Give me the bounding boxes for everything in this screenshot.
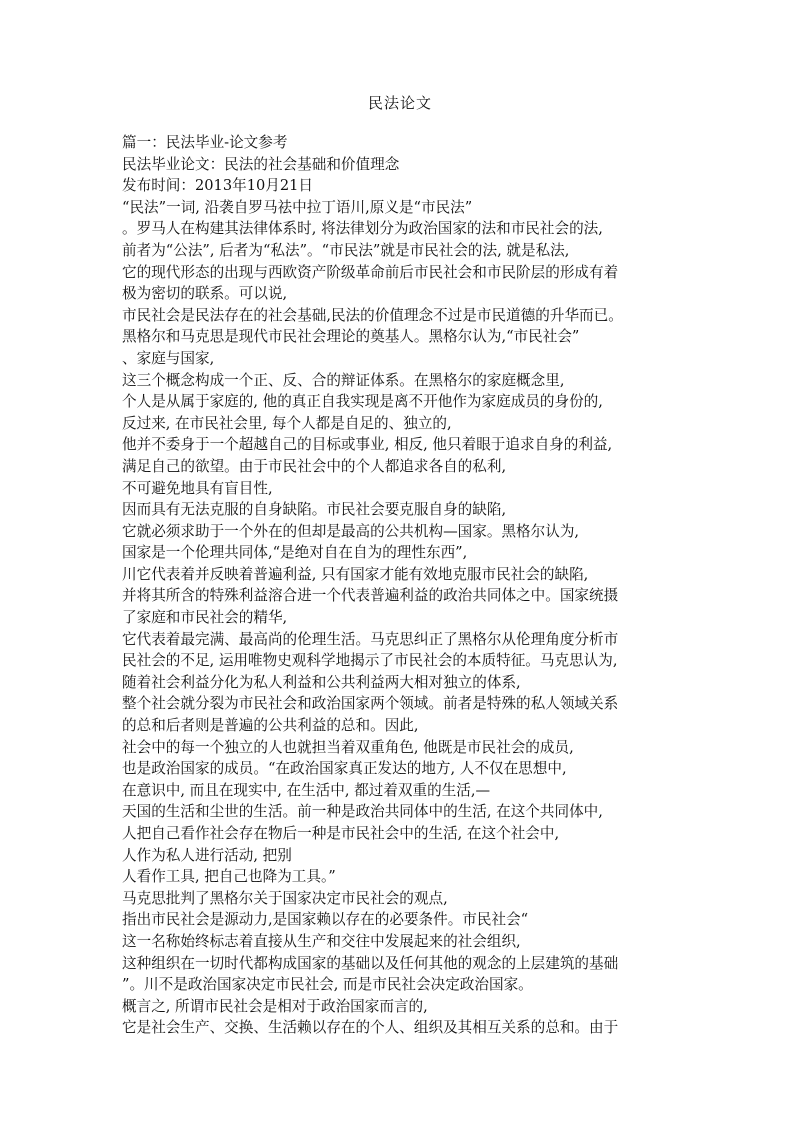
text-line: 在意识中, 而且在现实中, 在生活中, 都过着双重的生活,— [122, 781, 491, 799]
text-line: 的总和后者则是普遍的公共利益的总和。因此, [122, 717, 419, 735]
text-line: 人把自己看作社会存在物后一种是市民社会中的生活, 在这个社会中, [122, 825, 560, 842]
text-line: 发布时间：2013年10月21日 [122, 177, 314, 195]
text-line: 不可避免地具有盲目性, [122, 479, 273, 497]
text-line: 社会中的每一个独立的人也就担当着双重角色, 他既是市民社会的成员, [122, 738, 574, 756]
text-line: 国家是一个伦理共同体,“是绝对自在自为的理性东西”, [122, 544, 468, 562]
text-line: 了家庭和市民社会的精华, [122, 609, 288, 627]
text-line: 市民社会是民法存在的社会基础,民法的价值理念不过是市民道德的升华而已。 [122, 306, 623, 324]
text-line: 马克思批判了黑格尔关于国家决定市民社会的观点, [122, 889, 448, 907]
text-line: 这种组织在一切时代都构成国家的基础以及任何其他的观念的上层建筑的基础 [122, 954, 619, 972]
text-line: 民法毕业论文：民法的社会基础和价值理念 [122, 155, 400, 173]
text-line: 人看作工具, 把自己也降为工具。” [122, 868, 336, 886]
text-line: 也是政治国家的成员。“在政治国家真正发达的地方, 人不仅在思想中, [122, 760, 567, 778]
text-line: 指出市民社会是源动力,是国家赖以存在的必要条件。市民社会“ [122, 911, 529, 929]
text-line: 概言之, 所谓市民社会是相对于政治国家而言的, [122, 997, 428, 1015]
text-line: 整个社会就分裂为市民社会和政治国家两个领域。前者是特殊的私人领域关系 [122, 695, 619, 713]
text-line: 这三个概念构成一个正、反、合的辩证体系。在黑格尔的家庭概念里, [122, 371, 565, 389]
text-line: 黑格尔和马克思是现代市民社会理论的奠基人。黑格尔认为,“市民社会” [122, 328, 580, 346]
text-line: 人作为私人进行活动, 把别 [122, 846, 292, 864]
text-line: 并将其所含的特殊利益溶合进一个代表普遍利益的政治共同体之中。国家统摄 [122, 587, 619, 605]
text-line: 民社会的不足, 运用唯物史观科学地揭示了市民社会的本质特征。马克思认为, [122, 652, 618, 670]
text-line: 天国的生活和尘世的生活。前一种是政治共同体中的生活, 在这个共同体中, [122, 803, 603, 821]
text-line: 它就必须求助于一个外在的但却是最高的公共机构—国家。黑格尔认为, [122, 522, 580, 540]
text-line: 篇一：民法毕业-论文参考 [122, 134, 288, 151]
text-line: ”。川不是政治国家决定市民社会, 而是市民社会决定政治国家。 [122, 976, 533, 994]
text-line: 随着社会利益分化为私人利益和公共利益两大相对独立的体系, [122, 673, 521, 691]
document-body [122, 132, 682, 1039]
text-line: 前者为“公法”, 后者为“私法”。“市民法”就是市民社会的法, 就是私法, [122, 241, 570, 259]
text-line: “民法”一词, 沿袭自罗马祛中拉丁语川,原义是“市民法” [122, 198, 473, 216]
text-line: 他并不委身于一个超越自己的目标或事业, 相反, 他只着眼于追求自身的利益, [122, 436, 613, 454]
text-line: 。罗马人在构建其法律体系时, 将法律划分为政治国家的法和市民社会的法, [122, 220, 603, 238]
text-line: 极为密切的联系。可以说, [122, 285, 288, 303]
text-line: 、家庭与国家, [122, 349, 215, 367]
text-line: 它代表着最完满、最高尚的伦理生活。马克思纠正了黑格尔从伦理角度分析市 [122, 630, 619, 648]
text-line: 满足自己的欲望。由于市民社会中的个人都追求各自的私利, [122, 457, 507, 475]
text-line: 它的现代形态的出现与西欧资产阶级革命前后市民社会和市民阶层的形成有着 [122, 263, 619, 281]
text-line: 川它代表着并反映着普遍利益, 只有国家才能有效地克服市民社会的缺陷, [122, 565, 589, 583]
text-line: 这一名称始终标志着直接从生产和交往中发展起来的社会组织, [122, 932, 521, 950]
text-line: 个人是从属于家庭的, 他的真正自我实现是离不开他作为家庭成员的身份的, [122, 393, 603, 411]
text-line: 因而具有无法克服的自身缺陷。市民社会要克服自身的缺陷, [122, 501, 507, 519]
text-line: 反过来, 在市民社会里, 每个人都是自足的、独立的, [122, 414, 452, 432]
text-line: 它是社会生产、交换、生活赖以存在的个人、组织及其相互关系的总和。由于 [122, 1019, 619, 1037]
page-title: 民法论文 [367, 94, 432, 112]
